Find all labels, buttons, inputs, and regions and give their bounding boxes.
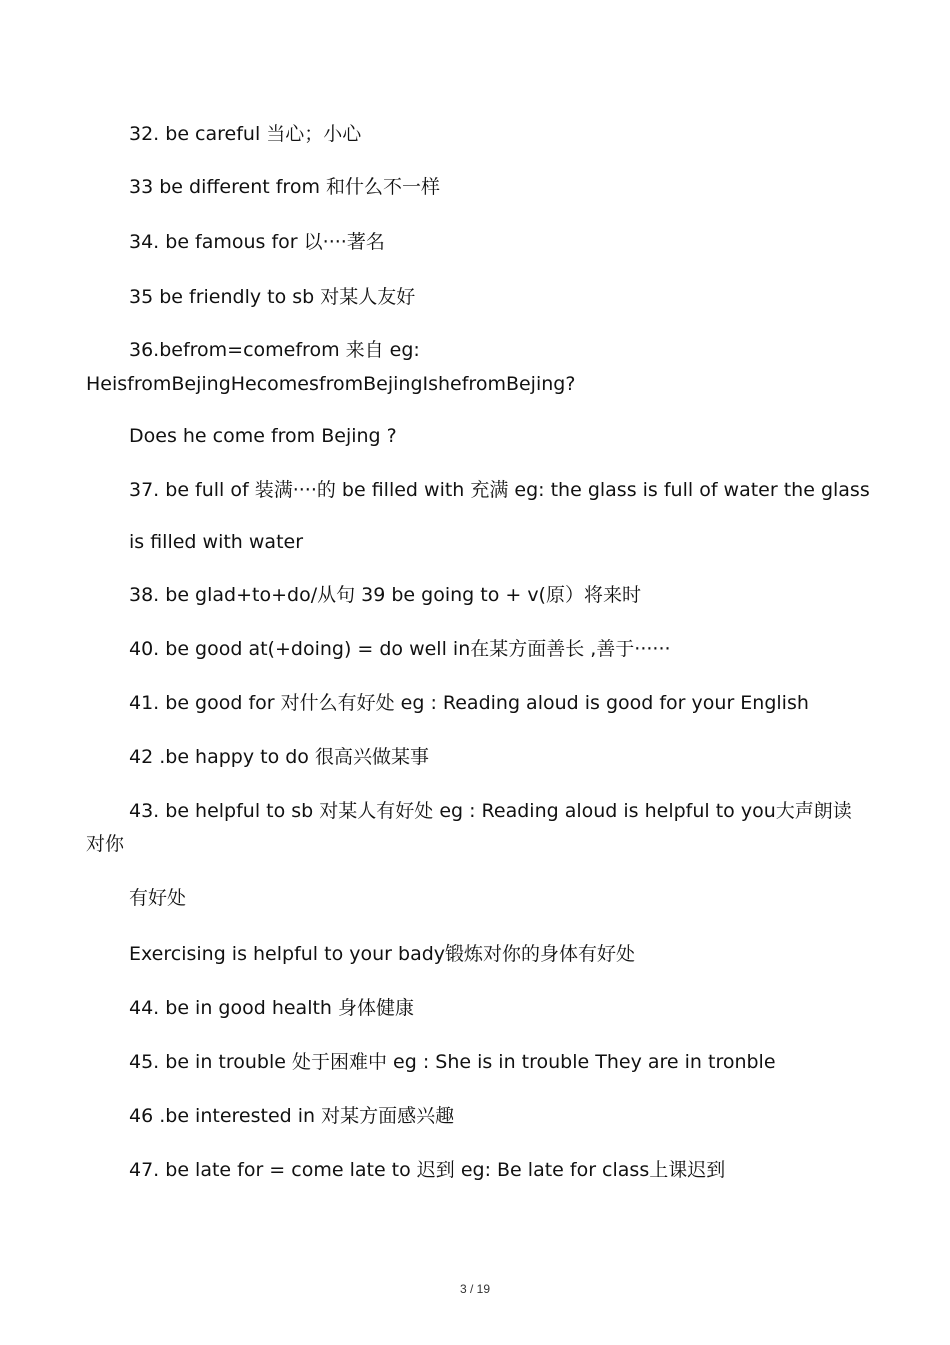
- text-line-33: 33 be different from 和什么不一样: [129, 176, 440, 198]
- text-line-40: 40. be good at(+doing) = do well in在某方面善长 ,善于······: [129, 638, 671, 660]
- text-line-43-cont: 有好处: [129, 887, 187, 909]
- text-line-34: 34. be famous for 以····著名: [129, 231, 385, 253]
- text-line-36-example: HeisfromBejingHecomesfromBejingIshefromBejing?: [86, 373, 576, 395]
- text-line-32: 32. be careful 当心；小心: [129, 123, 362, 145]
- text-line-47: 47. be late for = come late to 迟到 eg: Be late for class上课迟到: [129, 1159, 726, 1181]
- text-line-36: 36.befrom=comefrom 来自 eg:: [129, 339, 420, 361]
- text-line-41: 41. be good for 对什么有好处 eg : Reading aloud is good for your English: [129, 692, 809, 714]
- page-number: 3 / 19: [459, 1282, 491, 1296]
- text-line-43-example: Exercising is helpful to your bady锻炼对你的身体有好处: [129, 943, 636, 965]
- text-line-37: 37. be full of 装满····的 be filled with 充满 eg: the glass is full of water the glass: [129, 479, 870, 501]
- text-line-35: 35 be friendly to sb 对某人友好: [129, 286, 416, 308]
- text-line-44: 44. be in good health 身体健康: [129, 997, 415, 1019]
- text-line-43: 43. be helpful to sb 对某人有好处 eg : Reading aloud is helpful to you大声朗读: [129, 800, 852, 822]
- text-line-37-cont: is filled with water: [129, 531, 304, 553]
- text-line-45: 45. be in trouble 处于困难中 eg : She is in trouble They are in tronble: [129, 1051, 776, 1073]
- text-line-38-39: 38. be glad+to+do/从句 39 be going to + v(原）将来时: [129, 584, 641, 606]
- text-line-46: 46 .be interested in 对某方面感兴趣: [129, 1105, 455, 1127]
- text-line-42: 42 .be happy to do 很高兴做某事: [129, 746, 429, 768]
- text-line-43-wrap: 对你: [86, 833, 125, 855]
- text-line-36-question: Does he come from Bejing ?: [129, 425, 397, 447]
